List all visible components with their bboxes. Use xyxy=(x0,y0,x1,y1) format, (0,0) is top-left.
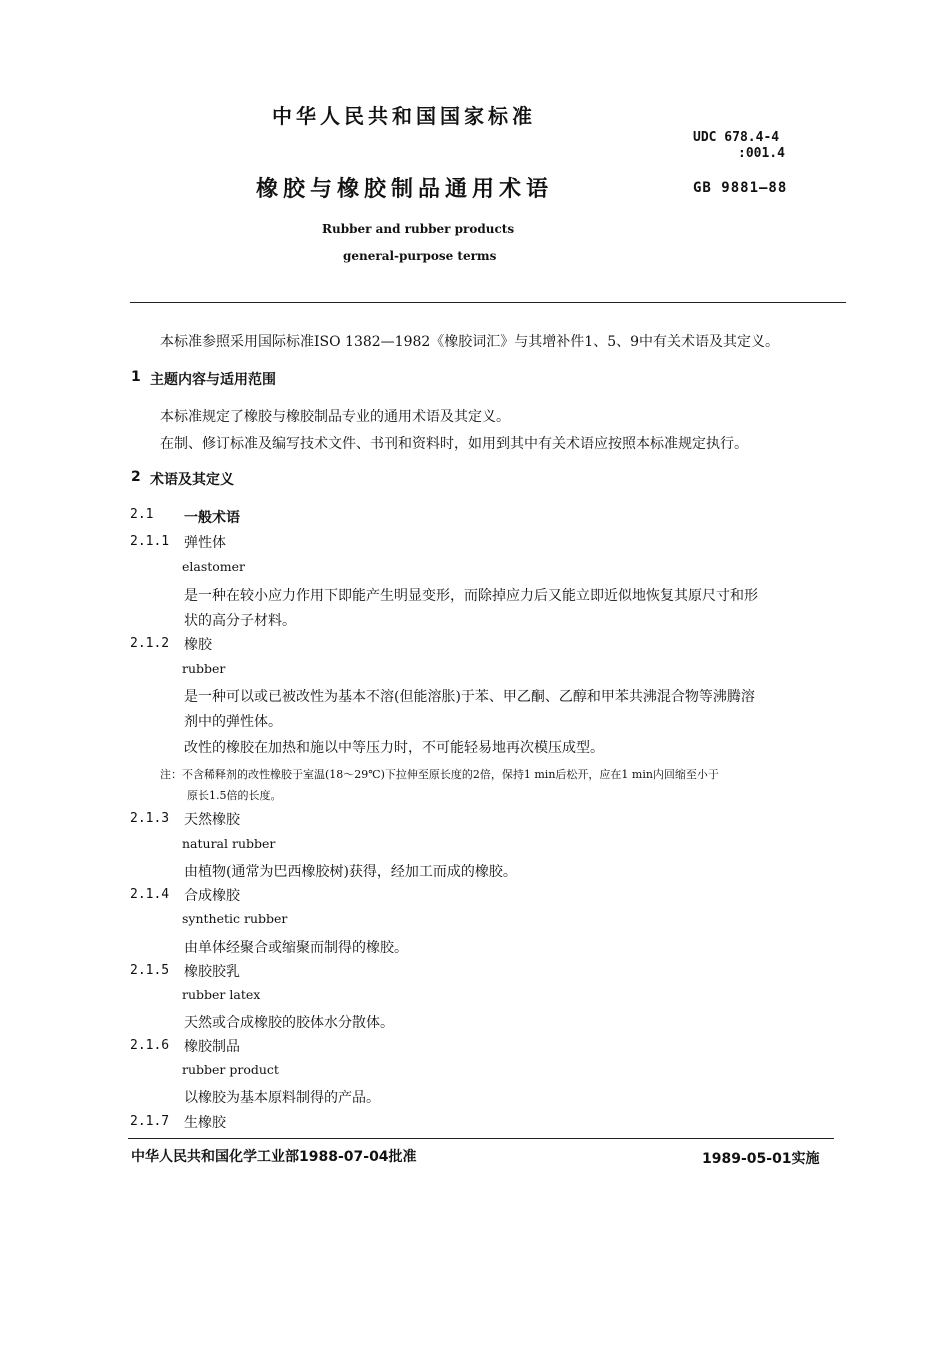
term-number: 2.1.4 xyxy=(130,887,170,902)
section-2-1-number: 2.1 xyxy=(130,507,154,522)
term-chinese: 天然橡胶 xyxy=(184,812,240,828)
term-definition: 是一种在较小应力作用下即能产生明显变形，而除掉应力后又能立即近似地恢复其原尺寸和形 xyxy=(184,588,758,604)
term-chinese: 弹性体 xyxy=(184,535,226,551)
term-chinese: 橡胶胶乳 xyxy=(184,964,240,980)
term-number: 2.1.5 xyxy=(130,963,170,978)
term-chinese: 橡胶制品 xyxy=(184,1039,240,1055)
section-1-heading: 主题内容与适用范围 xyxy=(150,372,276,388)
term-number: 2.1.1 xyxy=(130,534,170,549)
term-chinese: 合成橡胶 xyxy=(184,888,240,904)
term-english: elastomer xyxy=(182,559,246,574)
term-definition: 以橡胶为基本原料制得的产品。 xyxy=(184,1090,380,1106)
section-1-number: 1 xyxy=(131,369,141,385)
gb-standard-number: GB 9881—88 xyxy=(693,180,788,196)
term-number: 2.1.3 xyxy=(130,811,170,826)
term-english: synthetic rubber xyxy=(182,911,288,926)
term-english: rubber xyxy=(182,661,226,676)
standard-header: 中华人民共和国国家标准 xyxy=(272,104,536,128)
term-chinese: 橡胶 xyxy=(184,637,212,653)
term-note: 注：不含稀释剂的改性橡胶于室温(18～29℃)下拉伸至原长度的2倍，保持1 min后松开，应在1 min内回缩至小于 xyxy=(160,768,719,781)
section-1-paragraph-1: 本标准规定了橡胶与橡胶制品专业的通用术语及其定义。 xyxy=(160,409,510,425)
term-definition: 天然或合成橡胶的胶体水分散体。 xyxy=(184,1015,394,1031)
term-definition-continued: 状的高分子材料。 xyxy=(184,613,296,629)
term-chinese: 生橡胶 xyxy=(184,1115,226,1131)
term-number: 2.1.7 xyxy=(130,1114,170,1129)
english-title-line2: general-purpose terms xyxy=(343,249,497,263)
term-english: rubber latex xyxy=(182,987,261,1002)
term-definition-continued: 剂中的弹性体。 xyxy=(184,714,282,730)
header-divider xyxy=(130,302,846,303)
approval-line: 中华人民共和国化学工业部1988-07-04批准 xyxy=(131,1149,417,1165)
section-1-paragraph-2: 在制、修订标准及编写技术文件、书刊和资料时，如用到其中有关术语应按照本标准规定执行。 xyxy=(160,436,748,452)
section-2-heading: 术语及其定义 xyxy=(150,472,234,488)
udc-code-line2: :001.4 xyxy=(738,146,785,161)
udc-code-line1: UDC 678.4-4 xyxy=(693,130,780,145)
term-number: 2.1.2 xyxy=(130,636,170,651)
footer-divider xyxy=(128,1138,834,1139)
english-title-line1: Rubber and rubber products xyxy=(322,222,515,236)
term-definition-extra: 改性的橡胶在加热和施以中等压力时，不可能轻易地再次模压成型。 xyxy=(184,740,604,756)
document-title: 橡胶与橡胶制品通用术语 xyxy=(256,177,554,202)
section-2-1-heading: 一般术语 xyxy=(184,510,240,526)
term-number: 2.1.6 xyxy=(130,1038,170,1053)
term-note-continued: 原长1.5倍的长度。 xyxy=(187,789,282,802)
term-definition: 由单体经聚合或缩聚而制得的橡胶。 xyxy=(184,940,408,956)
term-english: natural rubber xyxy=(182,836,276,851)
term-definition: 是一种可以或已被改性为基本不溶(但能溶胀)于苯、甲乙酮、乙醇和甲苯共沸混合物等沸腾溶 xyxy=(184,689,755,705)
section-2-number: 2 xyxy=(131,469,141,485)
term-definition: 由植物(通常为巴西橡胶树)获得，经加工而成的橡胶。 xyxy=(184,864,517,880)
term-english: rubber product xyxy=(182,1062,279,1077)
effective-date: 1989-05-01实施 xyxy=(702,1151,820,1167)
intro-paragraph: 本标准参照采用国际标准ISO 1382—1982《橡胶词汇》与其增补件1、5、9中有关术语及其定义。 xyxy=(160,334,780,350)
